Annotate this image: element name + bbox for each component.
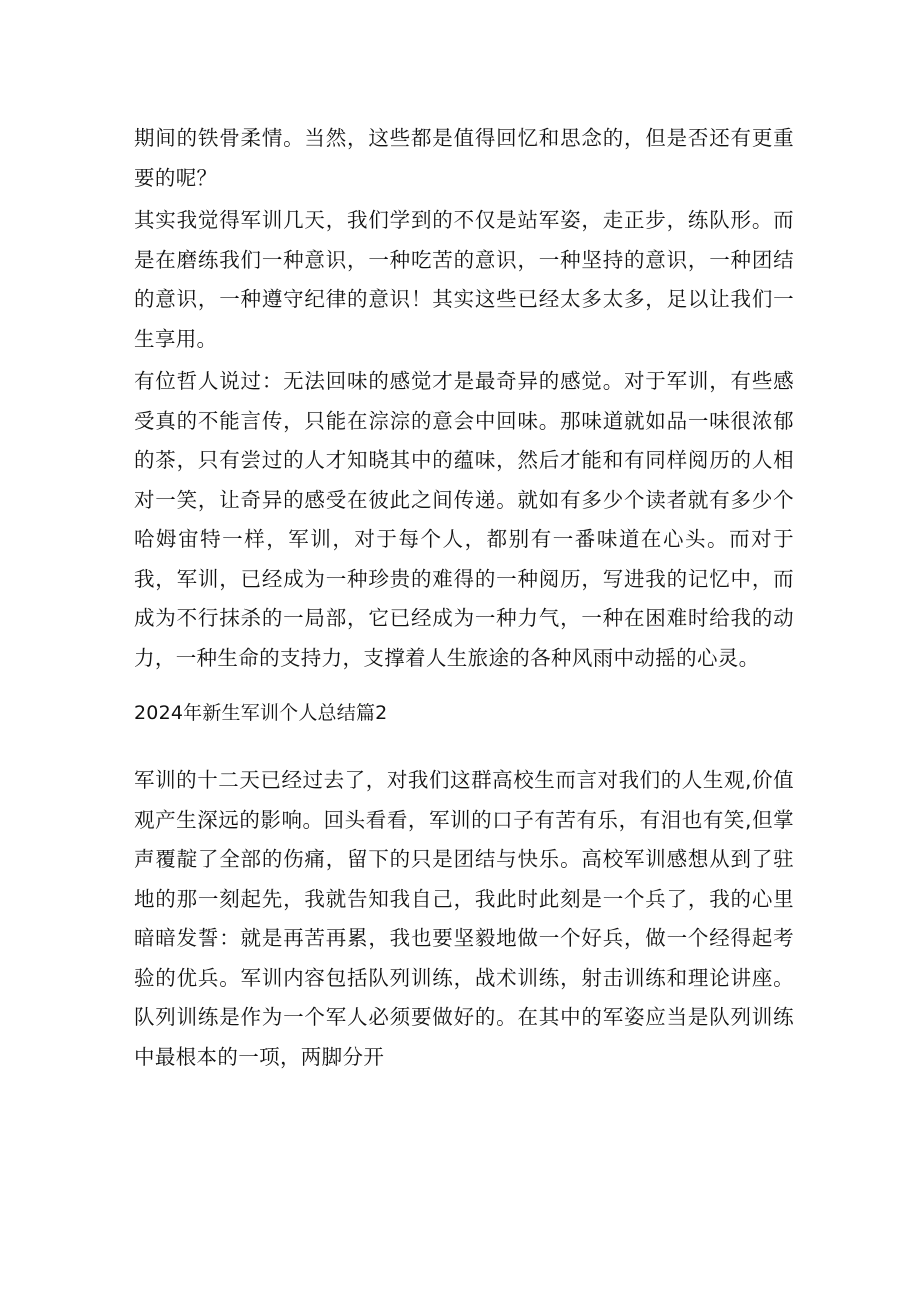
paragraph-1: 期间的铁骨柔情。当然，这些都是值得回忆和思念的，但是否还有更重要的呢？ bbox=[134, 126, 794, 190]
paragraph-2: 其实我觉得军训几天，我们学到的不仅是站军姿，走正步，练队形。而是在磨练我们一种意识，一种吃苦的意识，一种坚持的意识，一种团结的意识，一种遵守纪律的意识！其实这些已经太多太多，足以让我们一生享用。 bbox=[134, 208, 794, 351]
document-body bbox=[134, 119, 794, 1077]
section-heading: 2024年新生军训个人总结篇2 bbox=[134, 702, 388, 724]
paragraph-3: 有位哲人说过：无法回味的感觉才是最奇异的感觉。对于军训，有些感受真的不能言传，只能在淙淙的意会中回味。那味道就如品一味很浓郁的茶，只有尝过的人才知晓其中的蕴味，然后才能和有同样阅历的人相对一笑，让奇异的感受在彼此之间传递。就如有多少个读者就有多少个哈姆宙特一样，军训，对于每个人，都别有一番味道在心头。而对于我，军训，已经成为一种珍贵的难得的一种阅历，写进我的记忆中，而成为不行抹杀的一局部，它已经成为一种力气，一种在困难时给我的动力，一种生命的支持力，支撑着人生旅途的各种风雨中动摇的心灵。 bbox=[134, 369, 794, 670]
paragraph-4: 军训的十二天已经过去了，对我们这群高校生而言对我们的人生观,价值观产生深远的影响。回头看看，军训的口子有苦有乐，有泪也有笑,但掌声覆靛了全部的伤痛，留下的只是团结与快乐。高校军训感想从到了驻地的那一刻起先，我就告知我自己，我此时此刻是一个兵了，我的心里暗暗发誓：就是再苦再累，我也要坚毅地做一个好兵，做一个经得起考验的优兵。军训内容包括队列训练，战术训练，射击训练和理论讲座。队列训练是作为一个军人必须要做好的。在其中的军姿应当是队列训练中最根本的一项，两脚分开 bbox=[134, 768, 794, 1069]
